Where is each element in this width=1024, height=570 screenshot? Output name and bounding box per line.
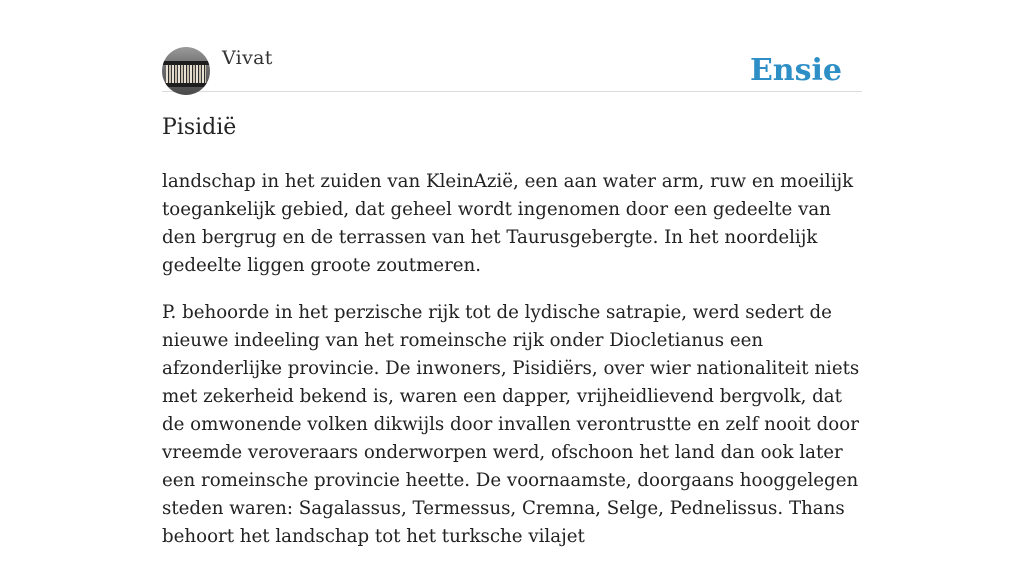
avatar-shelf-bottom <box>162 83 210 87</box>
article-header <box>162 45 862 92</box>
page-title: Pisidië <box>162 115 237 140</box>
paragraph: P. behoorde in het perzische rijk tot de lydische satrapie, werd sedert de nieuwe indeeling van het romeinsche rijk onder Diocletianus een afzonderlijke provincie. De inwoners, Pisidiërs, over wier nationaliteit niets met zekerheid bekend is, waren een dapper, vrijheidlievend bergvolk, dat de omwonende volken dikwijls door invallen verontrustte en zelf nooit door vreemde veroveraars onderworpen werd, ofschoon het land dan ook later een romeinsche provincie heette. De voornaamste, doorgaans hooggelegen steden waren: Sagalassus, Termessus, Cremna, Selge, Pednelissus. Thans behoort het landschap tot het turksche vilajet <box>162 302 860 547</box>
brand-logo[interactable]: Ensie <box>749 53 842 88</box>
article-body <box>162 168 867 570</box>
paragraph: landschap in het zuiden van KleinAzië, een aan water arm, ruw en moeilijk toegankelijk gebied, dat geheel wordt ingenomen door een gedeelte van den bergrug en de terrassen van het Taurusgebergte. In het noordelijk gedeelte liggen groote zoutmeren. <box>162 171 854 276</box>
author-name[interactable]: Vivat <box>222 47 273 69</box>
author-avatar[interactable] <box>162 47 210 95</box>
avatar-books <box>166 65 206 83</box>
